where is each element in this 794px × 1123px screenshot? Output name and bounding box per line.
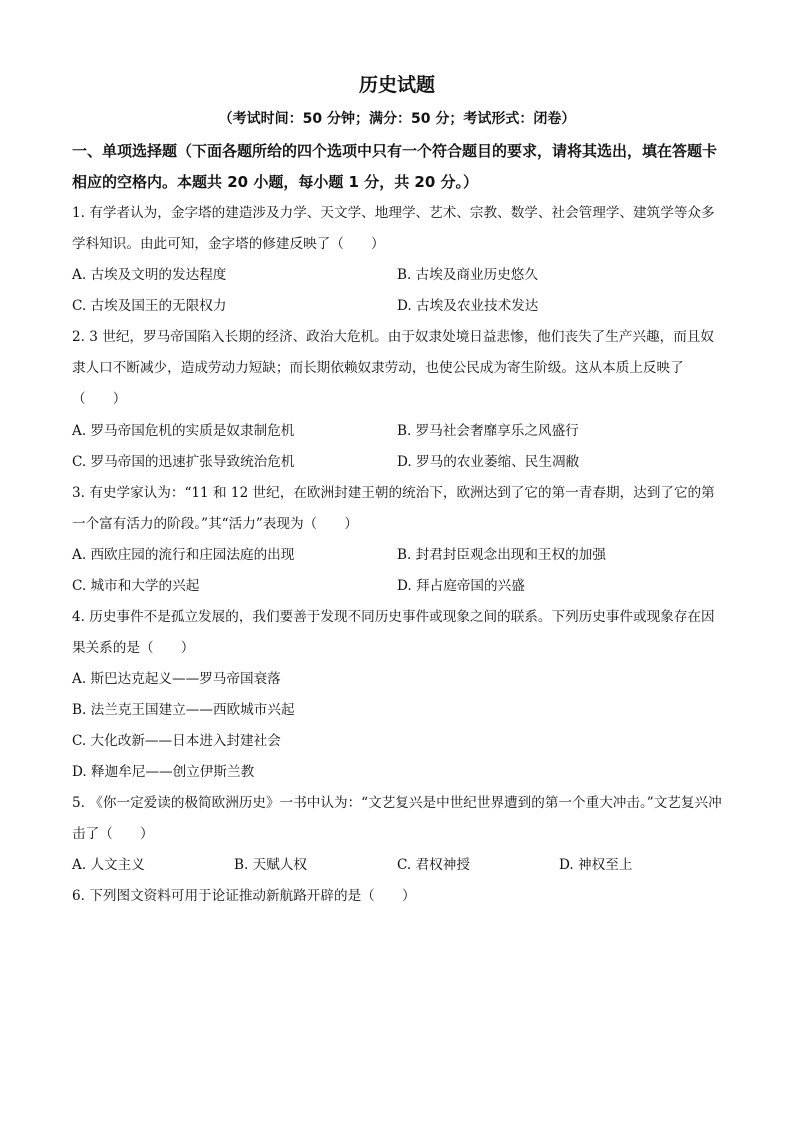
page-title: 历史试题 [358, 74, 435, 96]
question-4-option-a: A. 斯巴达克起义——罗马帝国衰落 [72, 671, 281, 687]
question-1-option-d: D. 古埃及农业技术发达 [397, 298, 539, 314]
question-1-options-row-2 [72, 291, 724, 322]
question-2-option-d: D. 罗马的农业萎缩、民生凋敝 [397, 454, 580, 470]
question-3-option-c: C. 城市和大学的兴起 [72, 578, 200, 594]
question-4-stem: 4. 历史事件不是孤立发展的，我们要善于发现不同历史事件或现象之间的联系。下列历史事件或现象存在因果关系的是（ ） [72, 609, 715, 656]
question-5-option-b: B. 天赋人权 [234, 857, 308, 873]
exam-info: （考试时间：50 分钟；满分：50 分；考试形式：闭卷） [218, 111, 576, 127]
question-1-option-a: A. 古埃及文明的发达程度 [72, 267, 227, 283]
question-1-option-b: B. 古埃及商业历史悠久 [397, 267, 538, 283]
question-2-option-a: A. 罗马帝国危机的实质是奴隶制危机 [72, 423, 295, 439]
question-5-options-row [72, 850, 724, 881]
question-5-stem: 5. 《你一定爱读的极简欧洲历史》一书中认为：“文艺复兴是中世纪世界遭到的第一个重大冲击。”文艺复兴冲击了（ ） [72, 795, 722, 842]
question-5-option-d: D. 神权至上 [559, 857, 633, 873]
question-2-options-row-2 [72, 447, 724, 478]
question-2-stem: 2. 3 世纪，罗马帝国陷入长期的经济、政治大危机。由于奴隶处境日益悲惨，他们丧失了生产兴趣，而且奴隶人口不断减少，造成劳动力短缺；而长期依赖奴隶劳动，也使公民成为寄生阶级。这从本质上反映了（ ） [72, 329, 714, 407]
section-heading: 一、单项选择题（下面各题所给的四个选项中只有一个符合题目的要求，请将其选出，填在答题卡相应的空格内。本题共 20 小题，每小题 1 分，共 20 分。） [72, 142, 718, 191]
question-4-option-d: D. 释迦牟尼——创立伊斯兰教 [72, 764, 255, 780]
question-4-option-c: C. 大化改新——日本进入封建社会 [72, 733, 281, 749]
question-3-option-b: B. 封君封臣观念出现和王权的加强 [397, 547, 606, 563]
question-3-option-d: D. 拜占庭帝国的兴盛 [397, 578, 525, 594]
question-6-stem: 6. 下列图文资料可用于论证推动新航路开辟的是（ ） [72, 888, 416, 904]
question-3-stem: 3. 有史学家认为：“11 和 12 世纪，在欧洲封建王朝的统治下，欧洲达到了它的第一青春期，达到了它的第一个富有活力的阶段。”其“活力”表现为（ ） [72, 485, 715, 532]
question-3-option-a: A. 西欧庄园的流行和庄园法庭的出现 [72, 547, 295, 563]
question-4-option-b: B. 法兰克王国建立——西欧城市兴起 [72, 702, 295, 718]
question-1-stem: 1. 有学者认为，金字塔的建造涉及力学、天文学、地理学、艺术、宗教、数学、社会管理学、建筑学等众多学科知识。由此可知，金字塔的修建反映了（ ） [72, 205, 715, 252]
question-1-options-row-1 [72, 260, 724, 291]
question-2-option-c: C. 罗马帝国的迅速扩张导致统治危机 [72, 454, 295, 470]
question-5-option-a: A. 人文主义 [72, 857, 145, 873]
question-3-options-row-1 [72, 540, 724, 571]
question-3-options-row-2 [72, 571, 724, 602]
question-2-option-b: B. 罗马社会奢靡享乐之风盛行 [397, 423, 579, 439]
question-5-option-c: C. 君权神授 [397, 857, 470, 873]
question-2-options-row-1 [72, 416, 724, 447]
question-1-option-c: C. 古埃及国王的无限权力 [72, 298, 227, 314]
